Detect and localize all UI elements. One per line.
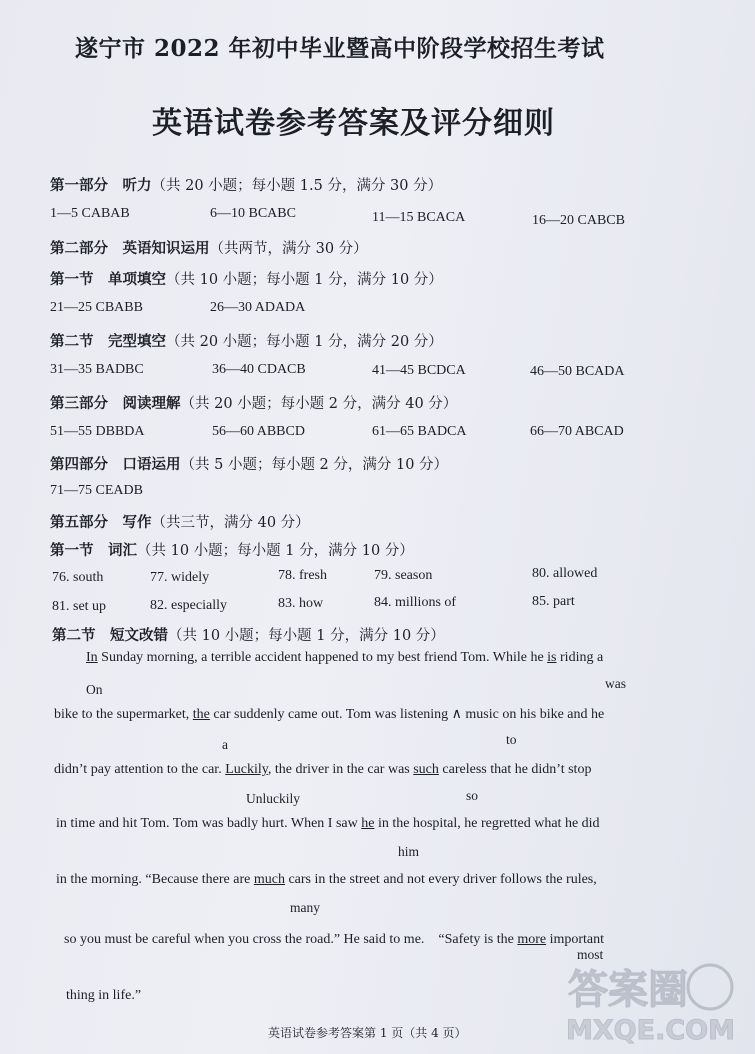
vocab-answer: 78. fresh: [278, 568, 327, 583]
passage-line: In Sunday morning, a terrible accident happened to my best friend Tom. While he is riding a: [86, 650, 604, 665]
answer-group: 46—50 BCADA: [530, 364, 625, 379]
correction: most: [577, 947, 604, 962]
answer-group: 41—45 BCDCA: [372, 363, 466, 378]
vocab-answer: 80. allowed: [532, 566, 598, 581]
answer-group: 1—5 CABAB: [50, 206, 130, 221]
svg-text:MXQE.COM: MXQE.COM: [566, 1015, 735, 1044]
correction: Unluckily: [246, 791, 300, 806]
vocab-answer: 79. season: [374, 568, 433, 583]
correction: him: [398, 844, 420, 859]
subsection-heading: 第一节 单项填空（共 10 小题；每小题 1 分，满分 10 分）: [50, 271, 443, 288]
vocab-answer: 81. set up: [52, 599, 107, 614]
svg-text:答案圈: 答案圈: [568, 967, 688, 1013]
correction: a: [222, 737, 228, 752]
correction: so: [466, 788, 479, 803]
document-title: 英语试卷参考答案及评分细则: [152, 106, 555, 141]
passage-line: in the morning. “Because there are much cars in the street and not every driver follows the rules,: [56, 872, 597, 887]
vocab-answer: 77. widely: [150, 570, 210, 585]
section-heading: 第五部分 写作（共三节，满分 40 分）: [50, 514, 310, 531]
section-heading: 第三部分 阅读理解（共 20 小题；每小题 2 分，满分 40 分）: [50, 395, 458, 412]
answer-group: 26—30 ADADA: [210, 300, 306, 315]
answer-group: 21—25 CBABB: [50, 300, 143, 315]
answer-group: 51—55 DBBDA: [50, 424, 145, 439]
answer-group: 31—35 BADBC: [50, 362, 144, 377]
answer-group: 11—15 BCACA: [372, 210, 466, 225]
vocab-answer: 84. millions of: [374, 595, 457, 610]
correction: On: [86, 682, 103, 697]
section-heading: 第四部分 口语运用（共 5 小题；每小题 2 分，满分 10 分）: [50, 456, 449, 473]
page-footer: 英语试卷参考答案第 1 页（共 4 页）: [268, 1026, 467, 1040]
subsection-heading: 第一节 词汇（共 10 小题；每小题 1 分，满分 10 分）: [50, 542, 414, 559]
vocab-answer: 82. especially: [150, 598, 227, 613]
correction: to: [506, 732, 517, 747]
answer-group: 71—75 CEADB: [50, 483, 143, 498]
passage-line: didn’t pay attention to the car. Luckily, the driver in the car was such careless that he didn’t stop: [54, 762, 592, 777]
vocab-answer: 83. how: [278, 596, 324, 611]
answer-group: 66—70 ABCAD: [530, 424, 624, 439]
exam-title: 遂宁市 2022 年初中毕业暨高中阶段学校招生考试: [75, 35, 605, 62]
subsection-heading: 第二节 短文改错（共 10 小题；每小题 1 分，满分 10 分）: [52, 627, 445, 644]
watermark-logo: [560, 959, 745, 1044]
answer-group: 56—60 ABBCD: [212, 424, 305, 439]
section-heading: 第一部分 听力（共 20 小题；每小题 1.5 分，满分 30 分）: [50, 177, 443, 194]
answer-group: 61—65 BADCA: [372, 424, 467, 439]
passage-line: so you must be careful when you cross the road.” He said to me. “Safety is the more important: [64, 932, 605, 947]
passage-line: bike to the supermarket, the car suddenly came out. Tom was listening ∧ music on his bike and he: [54, 707, 605, 722]
answer-group: 16—20 CABCB: [532, 213, 625, 228]
vocab-answer: 85. part: [532, 594, 575, 609]
passage-line: in time and hit Tom. Tom was badly hurt. When I saw he in the hospital, he regretted what he did: [56, 816, 600, 831]
section-heading: 第二部分 英语知识运用（共两节，满分 30 分）: [50, 240, 368, 257]
correction: many: [290, 900, 320, 915]
passage-line: thing in life.”: [66, 988, 142, 1003]
subsection-heading: 第二节 完型填空（共 20 小题；每小题 1 分，满分 20 分）: [50, 333, 443, 350]
vocab-answer: 76. south: [52, 570, 104, 585]
correction: was: [605, 676, 626, 691]
answer-group: 36—40 CDACB: [212, 362, 306, 377]
answer-group: 6—10 BCABC: [210, 206, 296, 221]
